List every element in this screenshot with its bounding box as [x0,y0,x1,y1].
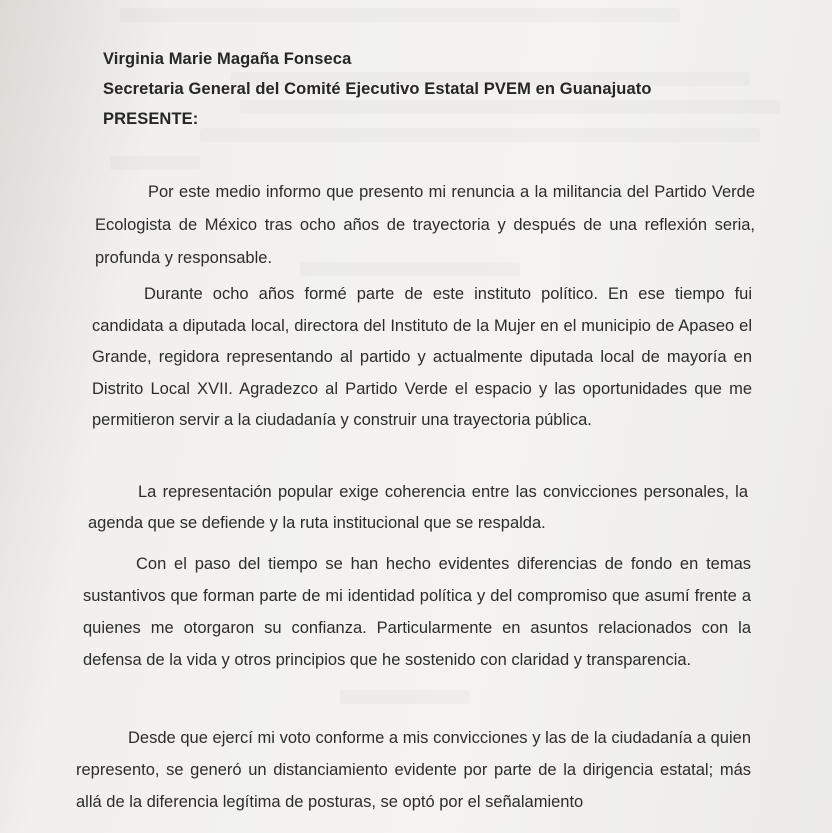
paragraph-3: La representación popular exige coherencia entre las convicciones personales, la agenda que se defiende y la ruta institucional que se respalda. [88,483,748,532]
paragraph-2: Durante ocho años formé parte de este instituto político. En ese tiempo fui candidata a diputada local, directora del Instituto de la Mujer en el municipio de Apaseo el Grande, regidora representando al partido y actualmente diputada local de mayoría en Distrito Local XVII. Agradezco al Partido Verde el espacio y las oportunidades que me permitieron servir a la ciudadanía y construir una trayectoria pública. [92,285,752,429]
recipient-block [103,44,803,134]
recipient-position: Secretaria General del Comité Ejecutivo Estatal PVEM en Guanajuato [103,80,652,98]
paragraph-5: Desde que ejercí mi voto conforme a mis convicciones y las de la ciudadanía a quien represento, se generó un distanciamiento evidente por parte de la dirigencia estatal; más allá de la diferencia legítima de posturas, se optó por el señalamiento [76,729,751,811]
recipient-name: Virginia Marie Magaña Fonseca [103,50,352,68]
paragraph-4: Con el paso del tiempo se han hecho evidentes diferencias de fondo en temas sustantivos que forman parte de mi identidad política y del compromiso que asumí frente a quienes me otorgaron su confianza. Particularmente en asuntos relacionados con la defensa de la vida y otros principios que he sostenido con claridad y transparencia. [83,555,751,669]
paragraph-1: Por este medio informo que presento mi renuncia a la militancia del Partido Verde Ecologista de México tras ocho años de trayectoria y después de una reflexión seria, profunda y responsable. [95,183,755,267]
salutation: PRESENTE: [103,110,199,128]
